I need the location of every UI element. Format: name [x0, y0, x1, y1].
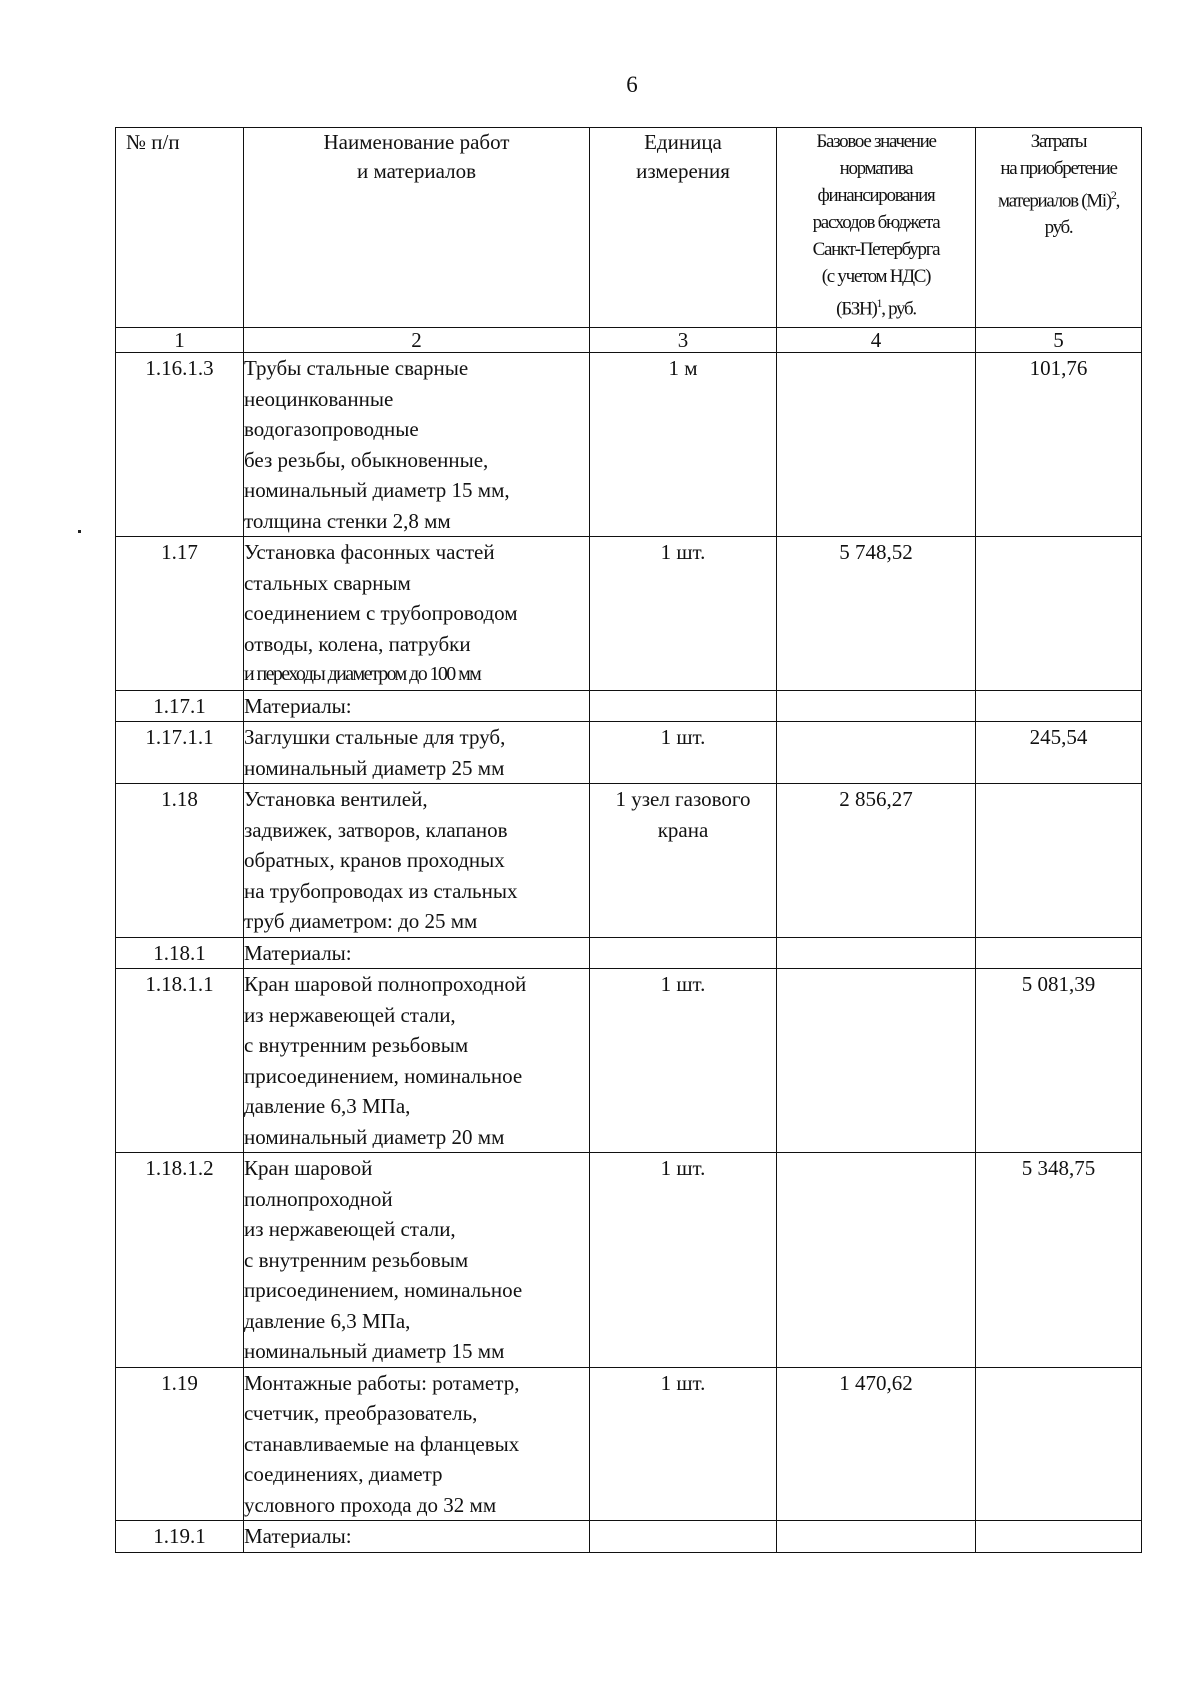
header-work-name [244, 128, 590, 328]
row-name-line: соединениях, диаметр [244, 1462, 443, 1486]
row-name-line: обратных, кранов проходных [244, 848, 505, 872]
row-name-line: присоединением, номинальное [244, 1278, 523, 1302]
column-number: 5 [976, 328, 1142, 353]
header-line: финансирования [817, 185, 935, 206]
table-row [116, 1367, 1142, 1521]
row-unit-line: 1 м [668, 356, 698, 380]
row-unit [590, 937, 777, 969]
row-base-value: 5 748,52 [777, 537, 976, 691]
header-line [777, 290, 975, 322]
row-name-line: Кран шаровой [244, 1156, 373, 1180]
row-unit [590, 969, 777, 1153]
row-material-cost: 245,54 [976, 722, 1142, 784]
row-name-line: давление 6,3 МПа, [244, 1308, 411, 1333]
header-line: Затраты [1030, 131, 1087, 152]
header-line: измерения [636, 159, 730, 183]
row-unit [590, 353, 777, 537]
row-unit [590, 1521, 777, 1553]
row-base-value [777, 1153, 976, 1368]
column-number-row [116, 328, 1142, 353]
row-work-name [244, 1367, 590, 1521]
row-unit [590, 1153, 777, 1368]
header-line: Единица [644, 130, 722, 154]
row-name-line: Заглушки стальные для труб, [244, 725, 506, 749]
row-unit-line: 1 узел газового [615, 787, 751, 811]
footnote-ref: 2 [1110, 188, 1116, 202]
table-body [116, 353, 1142, 1553]
header-line: на приобретение [1000, 158, 1117, 179]
page-number: 6 [626, 72, 638, 97]
row-work-name [244, 784, 590, 938]
header-line: руб. [1044, 217, 1073, 239]
scan-artifact-dot [78, 530, 81, 533]
header-item-number: № п/п [116, 128, 244, 328]
header-line [976, 182, 1141, 214]
header-line: Наименование работ [323, 130, 510, 154]
row-base-value [777, 690, 976, 722]
row-base-value [777, 1521, 976, 1553]
row-name-line: неоцинкованные [244, 386, 394, 411]
row-unit-line: 1 шт. [660, 540, 706, 564]
row-name-line: с внутренним резьбовым [244, 1033, 469, 1057]
row-work-name [244, 353, 590, 537]
row-item-number: 1.17.1 [116, 690, 244, 722]
header-line: норматива [839, 158, 913, 179]
row-work-name [244, 937, 590, 969]
row-name-line: Трубы стальные сварные [244, 356, 469, 380]
header-line: Санкт-Петербурга [812, 239, 940, 260]
row-base-value [777, 937, 976, 969]
row-name-line: соединением с трубопроводом [244, 601, 518, 625]
row-unit-line: 1 шт. [660, 972, 706, 996]
row-base-value: 1 470,62 [777, 1367, 976, 1521]
row-name-line: на трубопроводах из стальных [244, 878, 518, 903]
row-work-name [244, 537, 590, 691]
row-item-number: 1.16.1.3 [116, 353, 244, 537]
table-header-row [116, 128, 1142, 328]
row-material-cost [976, 1521, 1142, 1553]
row-name-line: Материалы: [244, 1524, 352, 1548]
row-name-line: номинальный диаметр 20 мм [244, 1124, 505, 1149]
footnote-ref: 1 [876, 296, 882, 310]
row-material-cost [976, 1367, 1142, 1521]
row-name-line: отводы, колена, патрубки [244, 631, 471, 656]
header-line: (с учетом НДС) [821, 266, 931, 287]
row-material-cost [976, 537, 1142, 691]
row-name-line: номинальный диаметр 15 мм [244, 1339, 505, 1363]
row-unit [590, 690, 777, 722]
row-name-line: водогазопроводные [244, 417, 419, 441]
header-text: , руб. [881, 298, 916, 320]
row-name-line: и переходы диаметром до 100 мм [244, 663, 481, 685]
header-unit [590, 128, 777, 328]
column-number: 4 [777, 328, 976, 353]
row-material-cost: 5 081,39 [976, 969, 1142, 1153]
row-name-line: толщина стенки 2,8 мм [244, 508, 451, 533]
row-name-line: Материалы: [244, 693, 352, 718]
row-name-line: станавливаемые на фланцевых [244, 1431, 520, 1456]
header-line: расходов бюджета [812, 212, 940, 233]
row-name-line: условного прохода до 32 мм [244, 1492, 497, 1517]
row-work-name [244, 1521, 590, 1553]
row-name-line: с внутренним резьбовым [244, 1247, 469, 1272]
row-unit-line: 1 шт. [660, 725, 706, 749]
row-name-line: полнопроходной [244, 1186, 393, 1211]
column-number: 2 [244, 328, 590, 353]
row-name-line: Установка вентилей, [244, 787, 428, 811]
row-name-line: из нержавеющей стали, [244, 1217, 456, 1241]
header-line: и материалов [356, 159, 477, 183]
row-name-line: присоединением, номинальное [244, 1063, 523, 1088]
row-material-cost [976, 937, 1142, 969]
row-name-line: из нержавеющей стали, [244, 1002, 456, 1027]
row-material-cost: 5 348,75 [976, 1153, 1142, 1368]
table-row [116, 1153, 1142, 1368]
table-row [116, 969, 1142, 1153]
header-base-value [777, 128, 976, 328]
table-row [116, 353, 1142, 537]
row-item-number: 1.18.1.2 [116, 1153, 244, 1368]
row-item-number: 1.18.1.1 [116, 969, 244, 1153]
row-work-name [244, 722, 590, 784]
row-unit [590, 722, 777, 784]
row-name-line: Установка фасонных частей [244, 540, 495, 564]
row-base-value: 2 856,27 [777, 784, 976, 938]
row-name-line: стальных сварным [244, 570, 411, 595]
row-item-number: 1.19 [116, 1367, 244, 1521]
row-work-name [244, 1153, 590, 1368]
row-unit-line: крана [657, 817, 709, 842]
row-unit-line: 1 шт. [660, 1156, 706, 1180]
table-row [116, 537, 1142, 691]
row-name-line: без резьбы, обыкновенные, [244, 447, 489, 472]
row-name-line: счетчик, преобразователь, [244, 1401, 478, 1425]
row-base-value [777, 722, 976, 784]
row-name-line: Кран шаровой полнопроходной [244, 972, 527, 996]
column-number: 3 [590, 328, 777, 353]
row-name-line: давление 6,3 МПа, [244, 1094, 411, 1118]
header-text: (БЗН) [836, 298, 877, 320]
header-text: , [1115, 190, 1120, 212]
column-number: 1 [116, 328, 244, 353]
row-unit [590, 537, 777, 691]
row-unit-line: 1 шт. [660, 1370, 706, 1395]
cost-table [115, 127, 1142, 1553]
table-row [116, 722, 1142, 784]
header-text: материалов (Mi) [997, 190, 1111, 212]
row-item-number: 1.17.1.1 [116, 722, 244, 784]
row-item-number: 1.17 [116, 537, 244, 691]
row-name-line: номинальный диаметр 15 мм, [244, 478, 510, 502]
row-work-name [244, 690, 590, 722]
header-material-cost [976, 128, 1142, 328]
row-base-value [777, 969, 976, 1153]
row-unit [590, 1367, 777, 1521]
row-material-cost [976, 690, 1142, 722]
row-item-number: 1.18.1 [116, 937, 244, 969]
table-row [116, 1521, 1142, 1553]
row-name-line: задвижек, затворов, клапанов [244, 817, 508, 842]
table-row [116, 784, 1142, 938]
row-material-cost: 101,76 [976, 353, 1142, 537]
row-name-line: труб диаметром: до 25 мм [244, 909, 478, 933]
row-name-line: номинальный диаметр 25 мм [244, 755, 505, 780]
row-base-value [777, 353, 976, 537]
table-row [116, 690, 1142, 722]
row-name-line: Монтажные работы: ротаметр, [244, 1370, 520, 1395]
row-item-number: 1.19.1 [116, 1521, 244, 1553]
row-material-cost [976, 784, 1142, 938]
row-unit [590, 784, 777, 938]
row-work-name [244, 969, 590, 1153]
table-row [116, 937, 1142, 969]
row-item-number: 1.18 [116, 784, 244, 938]
header-line: Базовое значение [816, 131, 936, 152]
row-name-line: Материалы: [244, 940, 352, 965]
